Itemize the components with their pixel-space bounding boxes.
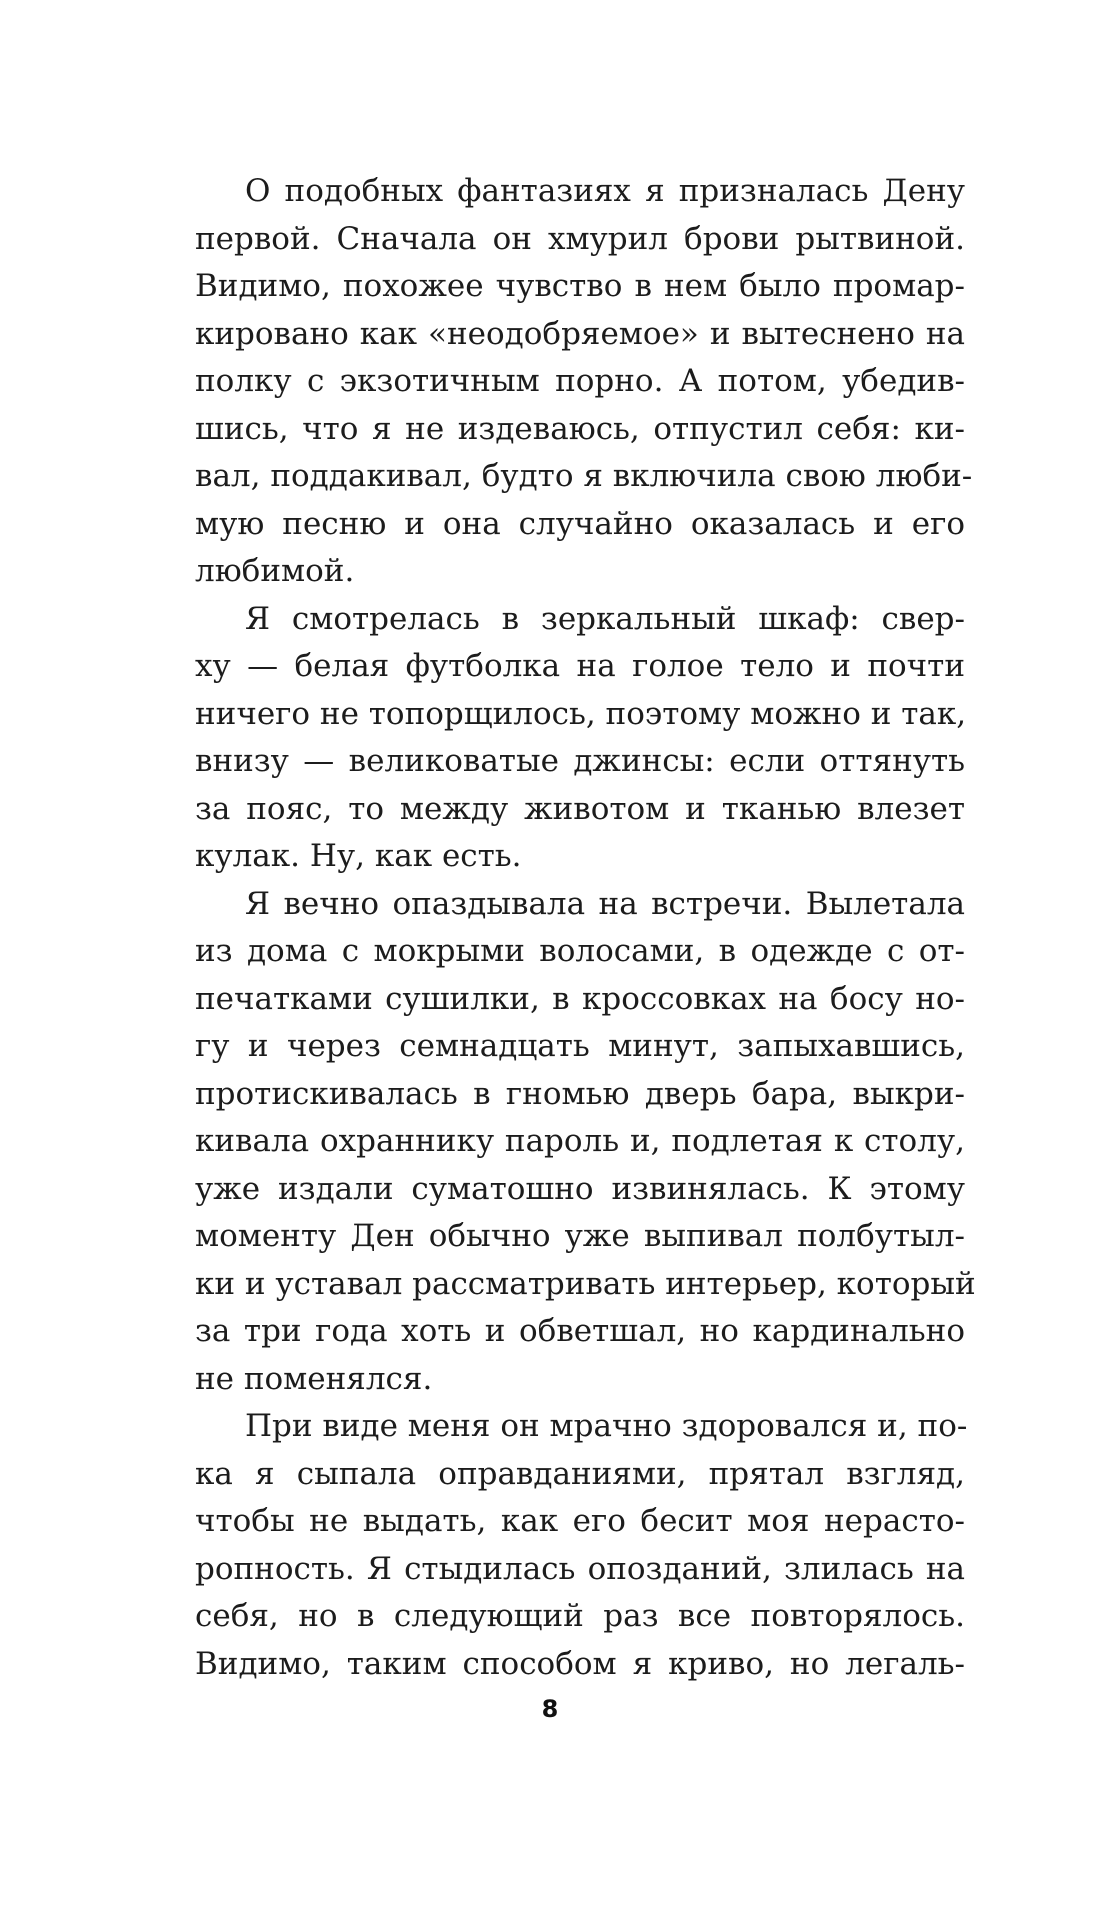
text-line: ничего не топорщилось, поэтому можно и так, <box>195 695 967 732</box>
text-line: за пояс, то между животом и тканью влезет <box>195 790 965 827</box>
text-line: кировано как «неодобряемое» и вытеснено на <box>195 315 965 352</box>
text-line: О подобных фантазиях я призналась Дену <box>245 173 965 209</box>
text-line: чтобы не выдать, как его бесит моя нерасто- <box>195 1503 965 1539</box>
text-line: вал, поддакивал, будто я включила свою люби- <box>195 458 973 494</box>
text-line: кулак. Ну, как есть. <box>195 838 522 874</box>
text-line: внизу — великоватые джинсы: если оттянуть <box>195 743 965 779</box>
text-line: себя, но в следующий раз все повторялось. <box>195 1598 965 1634</box>
text-line: за три года хоть и обветшал, но кардинально <box>195 1313 965 1349</box>
text-line: Видимо, таким способом я криво, но легаль- <box>195 1645 965 1682</box>
text-line: шись, что я не издеваюсь, отпустил себя: ки- <box>195 410 965 447</box>
text-line: любимой. <box>195 553 355 589</box>
text-line: Я смотрелась в зеркальный шкаф: свер- <box>245 600 965 637</box>
text-line: ка я сыпала оправданиями, прятал взгляд, <box>195 1455 965 1492</box>
text-line: При виде меня он мрачно здоровался и, по- <box>245 1408 968 1444</box>
text-line: кивала охраннику пароль и, подлетая к столу, <box>195 1123 965 1159</box>
text-line: моменту Ден обычно уже выпивал полбутыл- <box>195 1218 965 1254</box>
text-line: Видимо, похожее чувство в нем было промар- <box>195 268 965 304</box>
text-line: полку с экзотичным порно. А потом, убедив- <box>195 363 965 399</box>
text-line: мую песню и она случайно оказалась и его <box>195 505 965 542</box>
text-line: Я вечно опаздывала на встречи. Вылетала <box>245 885 965 922</box>
text-line: ки и уставал рассматривать интерьер, который <box>195 1265 976 1302</box>
body-text <box>195 168 976 1688</box>
text-line: протискивалась в гномью дверь бара, выкри- <box>195 1075 965 1112</box>
text-line: гу и через семнадцать минут, запыхавшись, <box>195 1028 965 1064</box>
page-number: 8 <box>541 1695 559 1723</box>
text-line: из дома с мокрыми волосами, в одежде с от- <box>195 933 965 969</box>
text-line: ху — белая футболка на голое тело и почти <box>195 648 965 684</box>
text-line: уже издали суматошно извинялась. К этому <box>195 1170 965 1207</box>
text-line: печатками сушилки, в кроссовках на босу но- <box>195 980 965 1017</box>
text-line: не поменялся. <box>195 1360 433 1397</box>
text-line: первой. Сначала он хмурил брови рытвиной. <box>195 220 965 257</box>
text-line: ропность. Я стыдилась опозданий, злилась на <box>195 1550 965 1587</box>
